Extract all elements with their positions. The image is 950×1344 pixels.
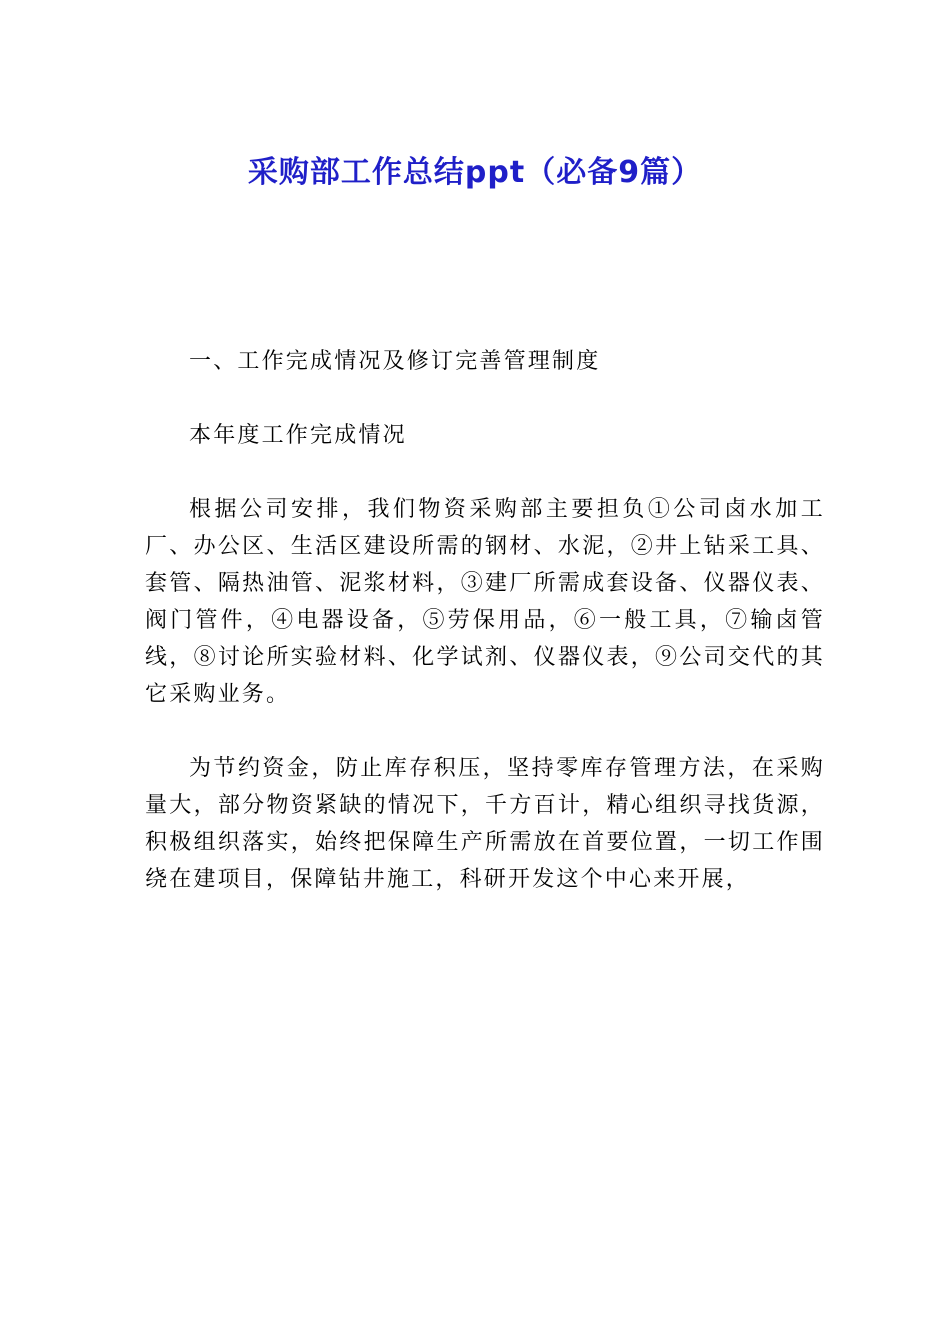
document-body [145, 343, 825, 935]
subsection-heading: 本年度工作完成情况 [189, 423, 407, 448]
page-title: 采购部工作总结ppt（必备9篇） [247, 155, 703, 191]
paragraph-cost-saving: 为节约资金，防止库存积压，坚持零库存管理方法，在采购量大，部分物资紧缺的情况下，千方百计，精心组织寻找货源，积极组织落实，始终把保障生产所需放在首要位置，一切工作围绕在建项目，保障钻井施工，科研开发这个中心来开展， [145, 756, 825, 892]
paragraph-responsibilities: 根据公司安排，我们物资采购部主要担负①公司卤水加工厂、办公区、生活区建设所需的钢材、水泥，②井上钻采工具、套管、隔热油管、泥浆材料，③建厂所需成套设备、仪器仪表、阀门管件，④电器设备，⑤劳保用品，⑥一般工具，⑦输卤管线，⑧讨论所实验材料、化学试剂、仪器仪表，⑨公司交代的其它采购业务。 [145, 497, 825, 707]
section-heading: 一、工作完成情况及修订完善管理制度 [189, 349, 601, 374]
